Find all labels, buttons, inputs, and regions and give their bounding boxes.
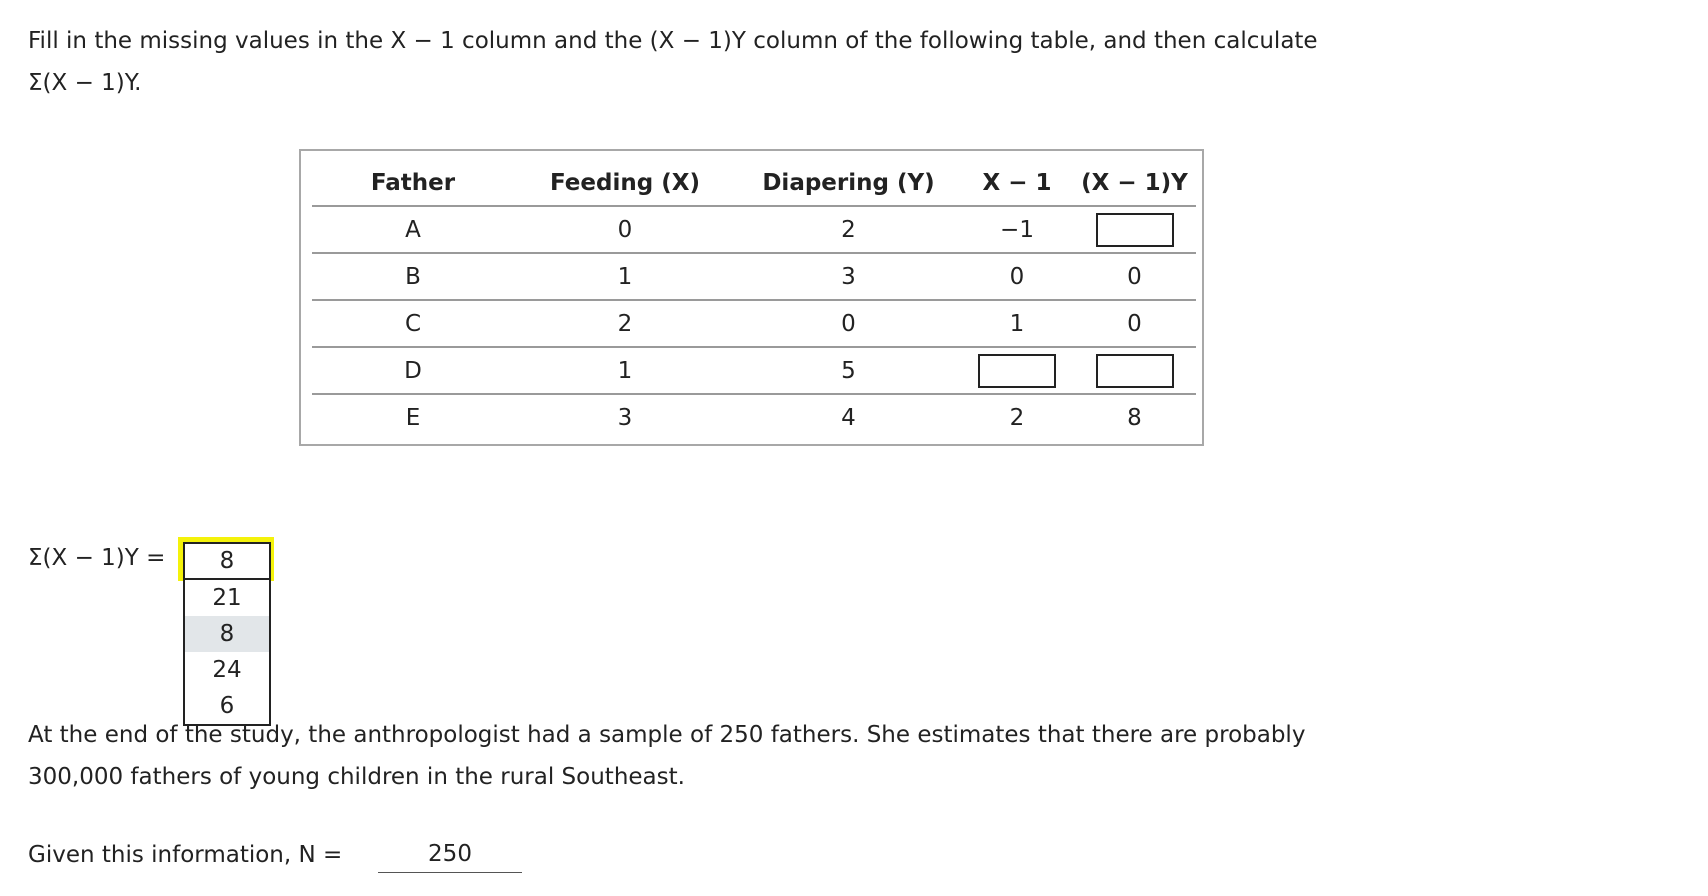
dropdown-option[interactable]: 21: [212, 585, 242, 611]
dropdown-option[interactable]: 24: [212, 657, 242, 683]
cell-y: 2: [736, 206, 961, 253]
sum-label: Σ(X − 1)Y =: [28, 545, 166, 571]
question-line-1: Fill in the missing values in the X − 1 column and the (X − 1)Y column of the following table, and then calculate: [28, 28, 1318, 54]
cell-father: A: [312, 206, 514, 253]
cell-y: 3: [736, 253, 961, 300]
header-diapering: Diapering (Y): [736, 161, 961, 206]
cell-x-minus-1: 1: [961, 300, 1073, 347]
table-row-d: [312, 347, 1196, 394]
cell-x-minus-1-y: [1073, 206, 1196, 253]
cell-y: 5: [736, 347, 961, 394]
dropdown-option[interactable]: 6: [219, 693, 235, 719]
sum-dropdown[interactable]: [183, 542, 271, 726]
cell-x-minus-1: 0: [961, 253, 1073, 300]
answer-input-a-xm1y[interactable]: [1096, 213, 1174, 247]
dropdown-selected-value[interactable]: 8: [185, 544, 269, 580]
study-line-1: At the end of the study, the anthropologist had a sample of 250 fathers. She estimates that there are probably: [28, 722, 1306, 748]
question-line-2: Σ(X − 1)Y.: [28, 70, 142, 96]
header-x-minus-1: X − 1: [961, 161, 1073, 206]
header-father: Father: [312, 161, 514, 206]
cell-x-minus-1: 2: [1009, 404, 1025, 431]
cell-father: B: [312, 253, 514, 300]
table-header-row: [312, 161, 1196, 206]
study-line-2: 300,000 fathers of young children in the rural Southeast.: [28, 764, 685, 790]
answer-input-d-xm1y[interactable]: [1096, 354, 1174, 388]
header-feeding: Feeding (X): [514, 161, 736, 206]
n-answer-input[interactable]: [378, 836, 522, 873]
table-row-b: [312, 253, 1196, 300]
cell-y: 0: [736, 300, 961, 347]
cell-x: 0: [514, 206, 736, 253]
cell-x: 1: [514, 253, 736, 300]
dropdown-option[interactable]: 8: [185, 616, 269, 652]
cell-y: 4: [841, 404, 856, 431]
cell-x-minus-1: −1: [961, 206, 1073, 253]
table-row-e: [312, 394, 1196, 440]
n-question-label: Given this information, N =: [28, 842, 343, 868]
cell-x-minus-1-y: 0: [1073, 300, 1196, 347]
cell-x-minus-1: [961, 347, 1073, 394]
table-row-a: [312, 206, 1196, 253]
table-row-c: [312, 300, 1196, 347]
cell-x-minus-1-y: 8: [1127, 404, 1142, 431]
cell-x: 3: [617, 404, 633, 431]
data-table-frame: [299, 149, 1204, 446]
cell-x: 2: [514, 300, 736, 347]
cell-x-minus-1-y: [1073, 347, 1196, 394]
data-table: [312, 161, 1196, 440]
header-x-minus-1-y: (X − 1)Y: [1073, 161, 1196, 206]
answer-input-d-xm1[interactable]: [978, 354, 1056, 388]
cell-father: D: [312, 347, 514, 394]
cell-father: E: [405, 404, 421, 431]
cell-x-minus-1-y: 0: [1073, 253, 1196, 300]
question-text: [28, 20, 1468, 104]
cell-father: C: [312, 300, 514, 347]
cell-x: 1: [514, 347, 736, 394]
dropdown-list: [183, 542, 271, 726]
study-paragraph: [28, 714, 1468, 798]
